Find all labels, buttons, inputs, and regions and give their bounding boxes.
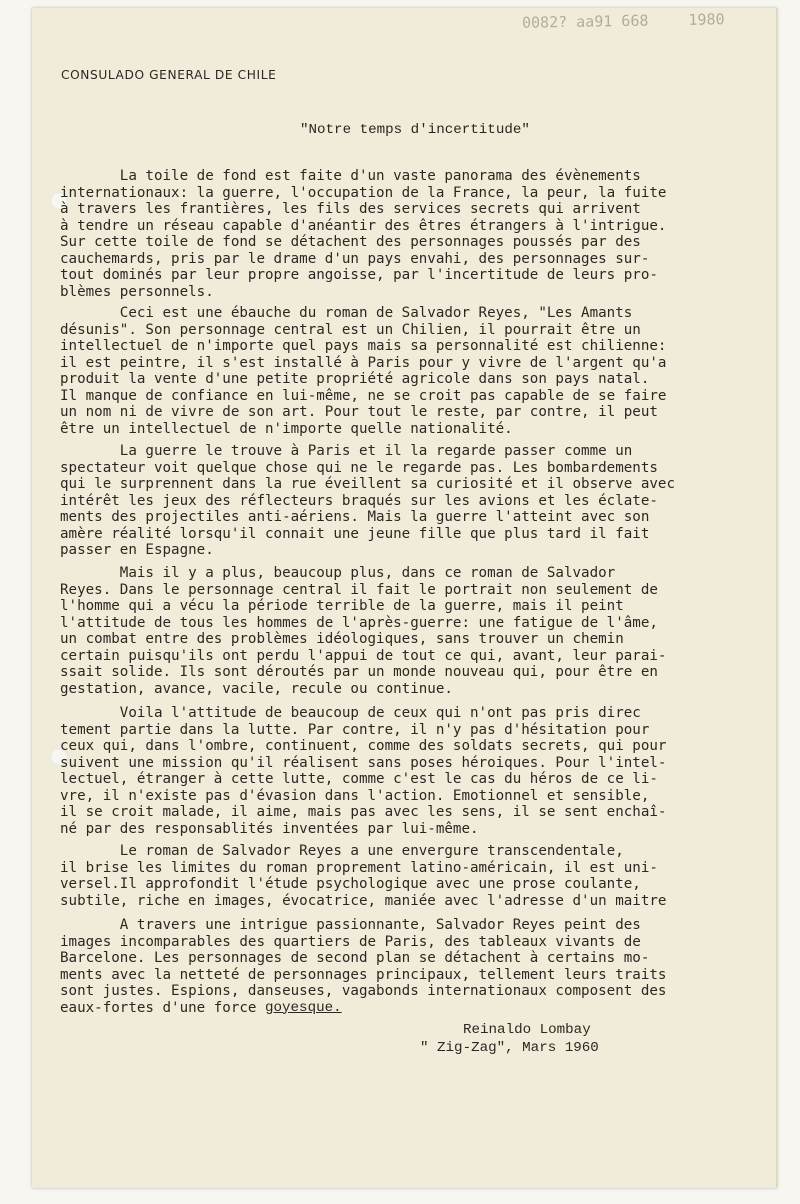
- archive-stamp: [522, 10, 725, 32]
- paragraph-4: Mais il y a plus, beaucoup plus, dans ce roman de Salvador Reyes. Dans le personnage central il fait le portrait non seulement de l'homme qui a vécu la période terrible de la guerre, mais il peint l'attitude de tous les hommes de l'après-guerre: une fatigue de l'âme, un combat entre des problèmes idéologiques, sans trouver un chemin certain puisqu'ils ont perdu l'appui de tout ce qui, avant, leur parai- ssait solide. Ils sont déroutés par un monde nouveau qui, pour être en gestation, avance, vacile, recule ou continue.: [60, 565, 667, 697]
- paragraph-5: Voila l'attitude de beaucoup de ceux qui n'ont pas pris direc tement partie dans la lutte. Par contre, il n'y pas d'hésitation pour ceux qui, dans l'ombre, continuent, comme des soldats secrets, qui pour suivent une mission qu'il réalisent sans poses héroiques. Pour l'intel- lectuel, étranger à cette lutte, comme c'est le cas du héros de ce li- vre, il n'existe pas d'évasion dans l'action. Emotionnel et sensible, il se croit malade, il aime, mais pas avec les sens, il se sent enchaî- né par des responsablités inventées par lui-même.: [60, 705, 667, 837]
- paragraph-2: Ceci est une ébauche du roman de Salvador Reyes, "Les Amants désunis". Son personnage central est un Chilien, il pourrait être un intellectuel de n'importe quel pays mais sa personnalité est chilienne: il est peintre, il s'est installé à Paris pour y vivre de l'argent qu'a produit la vente d'une petite propriété agricole dans son pays natal. Il manque de confiance en lui-même, ne se croit pas capable de se faire un nom ni de vivre de son art. Pour tout le reste, par contre, il peut être un intellectuel de n'importe quelle nationalité.: [60, 305, 667, 437]
- paragraph-3: La guerre le trouve à Paris et il la regarde passer comme un spectateur voit quelque chose qui ne le regarde pas. Les bombardements qui le surprennent dans la rue éveillent sa curiosité et il observe avec intérêt les jeux des réflecteurs braqués sur les avions et les éclate- ments des projectiles anti-aériens. Mais la guerre l'atteint avec son amère réalité lorsqu'il connait une jeune fille que plus tard il fait passer en Espagne.: [60, 443, 675, 558]
- underlined-word: [265, 1000, 342, 1017]
- archive-suffix: 1980: [688, 10, 725, 29]
- paragraph-6: Le roman de Salvador Reyes a une envergure transcendentale, il brise les limites du roman proprement latino-américain, il est uni- versel.Il approfondit l'étude psychologique avec une prose coulante, subtile, riche en images, évocatrice, maniée avec l'adresse d'un maitre: [60, 843, 667, 909]
- document-title: "Notre temps d'incertitude": [300, 122, 530, 138]
- paragraph-7: A travers une intrigue passionnante, Salvador Reyes peint des images incomparables des quartiers de Paris, des tableaux vivants de Barcelone. Les personnages de second plan se détachent à certains mo- ments avec la netteté de personnages principaux, tellement leurs traits sont justes. Espions, danseuses, vagabonds internationaux composent des eaux-fortes d'une force: [60, 917, 667, 1016]
- goyesque-word: goyesque.: [265, 999, 342, 1016]
- archive-number: 0082? aa91 668: [521, 11, 649, 32]
- signature-author: Reinaldo Lombay: [463, 1022, 591, 1038]
- signature-source: " Zig-Zag", Mars 1960: [420, 1040, 599, 1056]
- paragraph-1: La toile de fond est faite d'un vaste panorama des évènements internationaux: la guerre, l'occupation de la France, la peur, la fuite à travers les frantières, les fils des services secrets qui arrivent à tendre un réseau capable d'anéantir des êtres étrangers à l'intrigue. Sur cette toile de fond se détachent des personnages poussés par des cauchemards, pris par le drame d'un pays envahi, des personnages sur- tout dominés par leur propre angoisse, par l'incertitude de leurs pro- blèmes personnels.: [60, 168, 667, 300]
- letterhead: CONSULADO GENERAL DE CHILE: [61, 68, 277, 82]
